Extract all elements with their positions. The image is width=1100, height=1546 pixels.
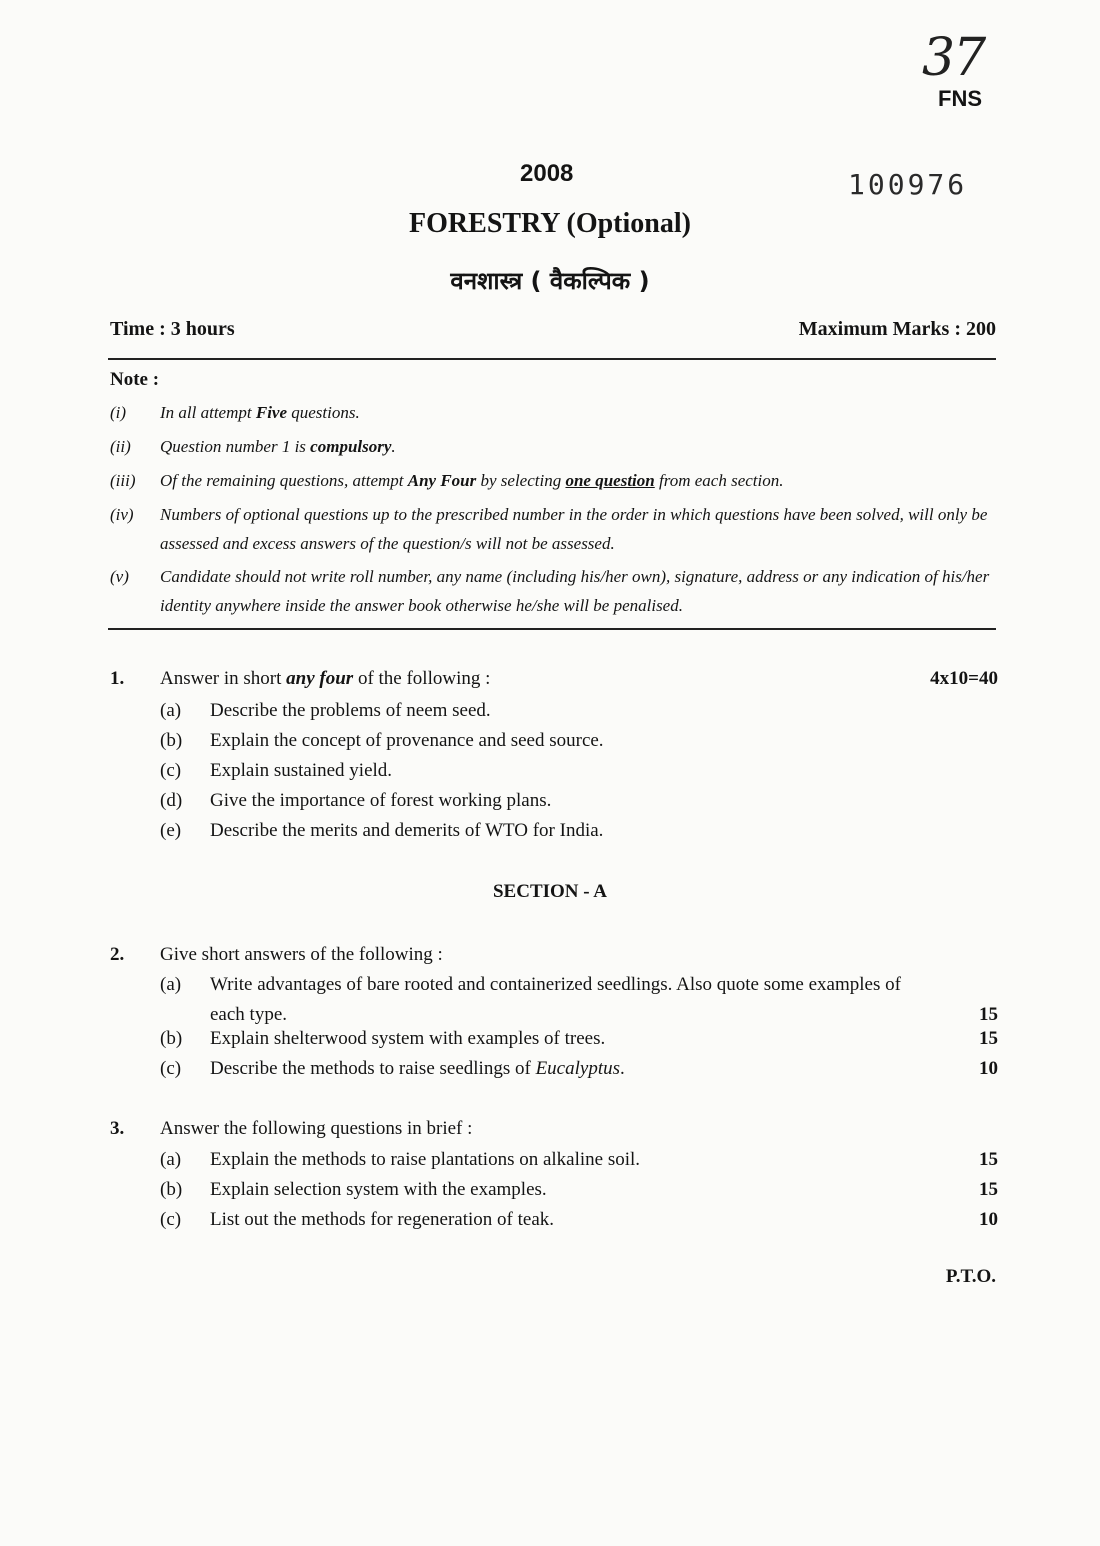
question-number: 2. xyxy=(110,944,125,965)
sub-label: (d) xyxy=(160,790,183,811)
sub-label: (c) xyxy=(160,1209,182,1230)
note-item xyxy=(110,466,998,495)
question-1 xyxy=(110,664,998,694)
note-heading: Note : xyxy=(110,369,160,390)
sub-text: Write advantages of bare rooted and containerized seedlings. Also quote some examples of each type. xyxy=(210,974,901,1025)
question-text: Answer in short any four of the following : xyxy=(160,668,491,689)
sub-marks: 10 xyxy=(979,1209,998,1230)
note-item xyxy=(110,562,998,620)
question-text: Give short answers of the following : xyxy=(160,944,443,965)
exam-year: 2008 xyxy=(520,160,574,187)
question-text: Answer the following questions in brief : xyxy=(160,1118,473,1139)
note-number: (iii) xyxy=(110,471,136,490)
note-number: (v) xyxy=(110,567,129,586)
sub-question xyxy=(160,696,998,726)
sub-marks: 15 xyxy=(979,1004,998,1025)
top-divider xyxy=(108,358,996,360)
sub-question xyxy=(160,756,998,786)
paper-title: FORESTRY (Optional) xyxy=(409,208,691,239)
note-item xyxy=(110,500,998,558)
sub-label: (e) xyxy=(160,820,182,841)
note-number: (iv) xyxy=(110,505,134,524)
handwritten-number: 37 xyxy=(922,28,985,88)
question-number: 3. xyxy=(110,1118,125,1139)
sub-label: (c) xyxy=(160,760,182,781)
sub-label: (a) xyxy=(160,1149,182,1170)
sub-text: Explain sustained yield. xyxy=(210,760,393,781)
question-3 xyxy=(110,1114,998,1144)
sub-label: (b) xyxy=(160,730,183,751)
sub-label: (c) xyxy=(160,1058,182,1079)
paper-code: FNS xyxy=(938,86,982,111)
note-text: Candidate should not write roll number, any name (including his/her own), signature, address or any indication of his/her identity anywhere inside the answer book otherwise he/she will be penalised. xyxy=(160,567,990,615)
note-item xyxy=(110,432,998,461)
sub-label: (a) xyxy=(160,700,182,721)
please-turn-over: P.T.O. xyxy=(945,1266,996,1287)
sub-question xyxy=(160,1175,998,1205)
sub-text: Explain shelterwood system with examples of trees. xyxy=(210,1028,606,1049)
time-allowed: Time : 3 hours xyxy=(110,318,235,340)
sub-question xyxy=(160,1024,998,1054)
question-marks: 4x10=40 xyxy=(930,668,998,689)
sub-marks: 15 xyxy=(979,1149,998,1170)
sub-marks: 10 xyxy=(979,1058,998,1079)
section-heading: SECTION - A xyxy=(492,881,608,902)
note-number: (ii) xyxy=(110,437,131,456)
sub-text: Explain the methods to raise plantations on alkaline soil. xyxy=(210,1149,641,1170)
note-item xyxy=(110,398,998,427)
sub-marks: 15 xyxy=(979,1028,998,1049)
note-number: (i) xyxy=(110,403,127,422)
sub-question xyxy=(160,1205,998,1235)
sub-marks: 15 xyxy=(979,1179,998,1200)
sub-text: Describe the problems of neem seed. xyxy=(210,700,491,721)
note-text: Question number 1 is compulsory. xyxy=(160,437,396,456)
question-number: 1. xyxy=(110,668,125,689)
sub-label: (b) xyxy=(160,1179,183,1200)
sub-text: Describe the merits and demerits of WTO for India. xyxy=(210,820,604,841)
sub-question xyxy=(160,786,998,816)
sub-text: List out the methods for regeneration of teak. xyxy=(210,1209,555,1230)
sub-question xyxy=(160,726,998,756)
sub-question xyxy=(160,1145,998,1175)
sub-question xyxy=(160,1054,998,1084)
serial-number: 100976 xyxy=(848,168,968,201)
sub-text: Explain the concept of provenance and seed source. xyxy=(210,730,604,751)
sub-text: Describe the methods to raise seedlings of Eucalyptus. xyxy=(210,1058,625,1079)
question-2 xyxy=(110,940,998,970)
note-text: Of the remaining questions, attempt Any Four by selecting one question from each section. xyxy=(160,471,784,490)
note-text: Numbers of optional questions up to the prescribed number in the order in which questions have been solved, will only be assessed and excess answers of the question/s will not be assessed. xyxy=(160,505,988,553)
paper-title-hindi: वनशास्त्र ( वैकल्पिक ) xyxy=(450,267,650,295)
sub-text: Give the importance of forest working plans. xyxy=(210,790,552,811)
note-divider xyxy=(108,628,996,630)
sub-question xyxy=(160,816,998,846)
sub-label: (a) xyxy=(160,974,182,995)
sub-question xyxy=(160,970,998,1030)
maximum-marks: Maximum Marks : 200 xyxy=(798,318,996,340)
sub-text: Explain selection system with the examples. xyxy=(210,1179,547,1200)
note-text: In all attempt Five questions. xyxy=(160,403,360,422)
sub-label: (b) xyxy=(160,1028,183,1049)
